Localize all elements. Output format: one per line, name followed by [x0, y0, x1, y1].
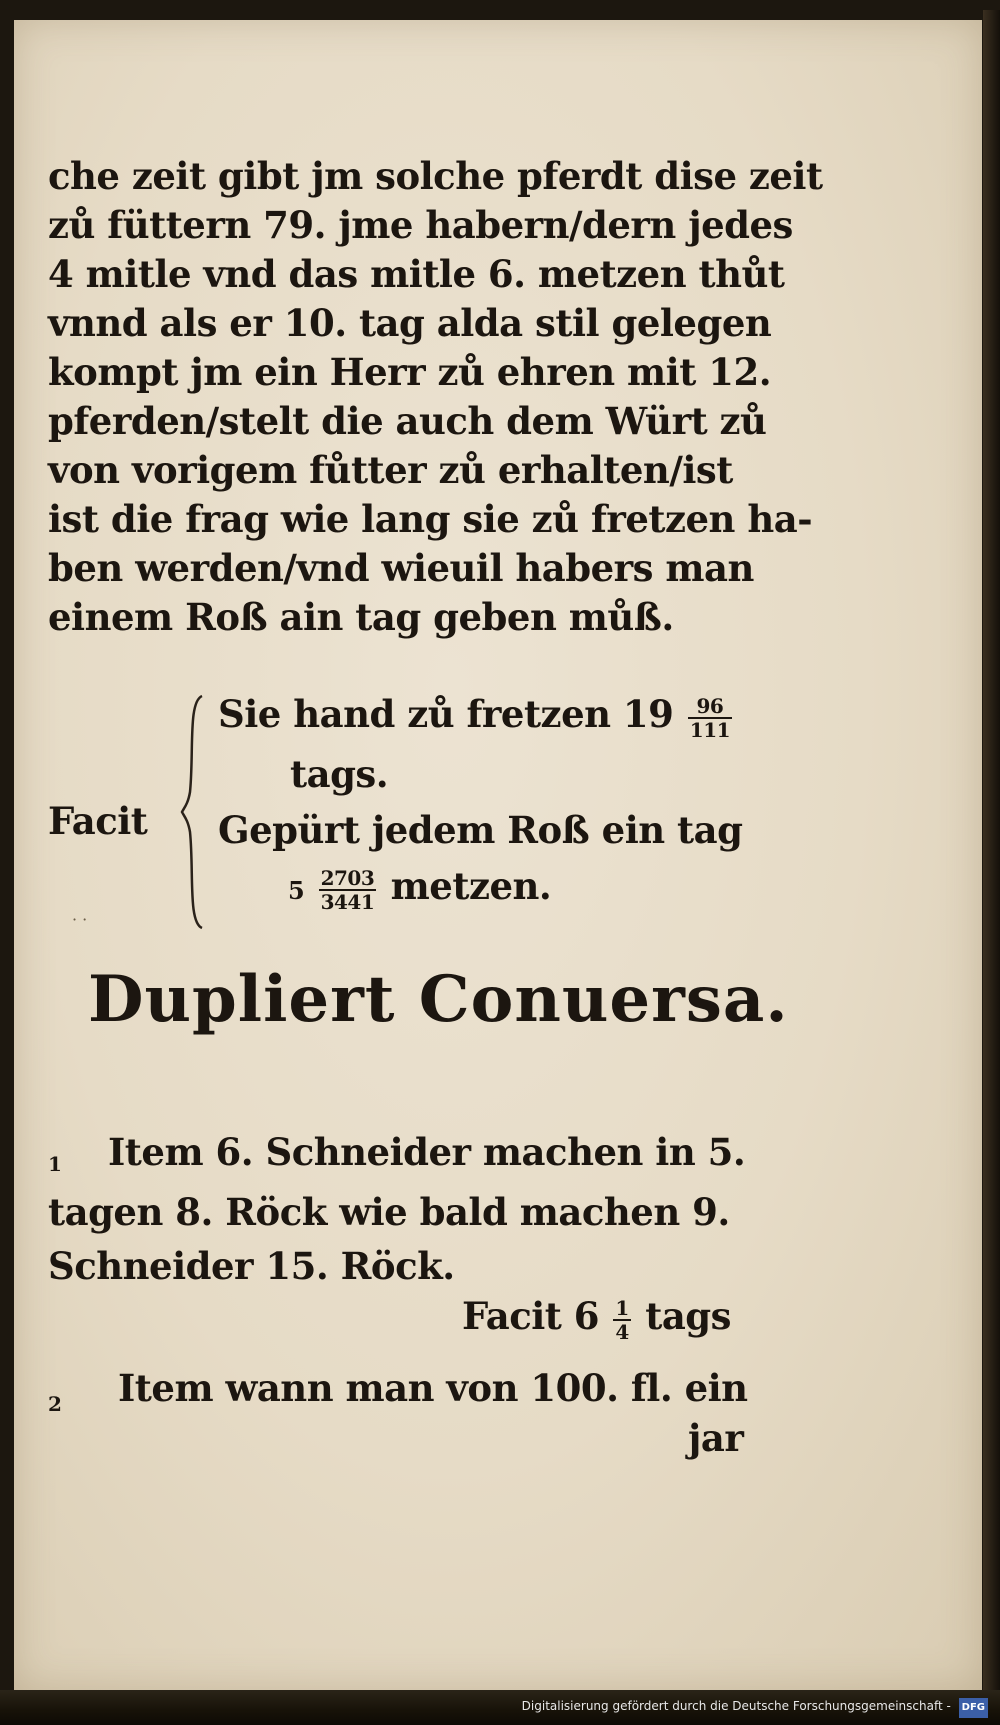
fraction-numerator: 2703 [320, 865, 375, 890]
facit-line-1 [218, 690, 734, 741]
text-line: ist die frag wie lang sie zů fretzen ha- [48, 497, 813, 541]
answer-label: Facit 6 [462, 1294, 600, 1338]
fraction [319, 867, 377, 913]
answer-line [462, 1292, 731, 1343]
margin-mark: · · [72, 910, 88, 929]
page-edge [983, 10, 1000, 1690]
facit-line-4 [288, 862, 551, 915]
text-line: vnnd als er 10. tag alda stil gelegen [48, 301, 772, 345]
facit-line-4-text: metzen. [390, 864, 552, 908]
text-line: zů füttern 79. jme habern/dern jedes [48, 203, 793, 247]
fraction [688, 695, 732, 741]
text-line: che zeit gibt jm solche pferdt dise zeit [48, 154, 823, 198]
problem-line: Item wann man von 100. fl. ein [118, 1366, 748, 1410]
text-line: pferden/stelt die auch dem Würt zů [48, 399, 767, 443]
problem-line: tagen 8. Röck wie bald machen 9. [48, 1190, 730, 1234]
text-line: ben werden/vnd wieuil habers man [48, 546, 754, 590]
dfg-logo: DFG [959, 1698, 988, 1718]
fraction-denominator: 3441 [320, 889, 375, 914]
text-line: einem Roß ain tag geben můß. [48, 595, 674, 639]
fraction [613, 1297, 630, 1343]
credit-text: Digitalisierung gefördert durch die Deutsche Forschungsgemeinschaft - [521, 1699, 951, 1713]
facit-line-2: tags. [290, 752, 389, 796]
facit-label: Facit [48, 799, 148, 843]
fraction-denominator: 111 [689, 717, 731, 742]
text-line: kompt jm ein Herr zů ehren mit 12. [48, 350, 772, 394]
whole-number: 5 [288, 876, 305, 905]
answer-unit: tags [645, 1294, 732, 1338]
problem-number: 2 [48, 1392, 62, 1416]
curly-brace-icon [180, 692, 210, 932]
text-line: von vorigem fůtter zů erhalten/ist [48, 448, 733, 492]
fraction-numerator: 96 [688, 695, 732, 719]
text-line: 4 mitle vnd das mitle 6. metzen thůt [48, 252, 785, 296]
catchword: jar [688, 1416, 744, 1460]
fraction-numerator: 1 [615, 1295, 629, 1320]
digitization-credit [522, 1697, 988, 1718]
problem-line: Item 6. Schneider machen in 5. [108, 1130, 746, 1174]
problem-number: 1 [48, 1152, 62, 1176]
section-heading: Dupliert Conuersa. [88, 962, 789, 1037]
problem-line: Schneider 15. Röck. [48, 1244, 455, 1288]
fraction-denominator: 4 [615, 1319, 629, 1344]
facit-line-1-text: Sie hand zů fretzen 19 [218, 692, 674, 736]
facit-line-3: Gepürt jedem Roß ein tag [218, 808, 743, 852]
